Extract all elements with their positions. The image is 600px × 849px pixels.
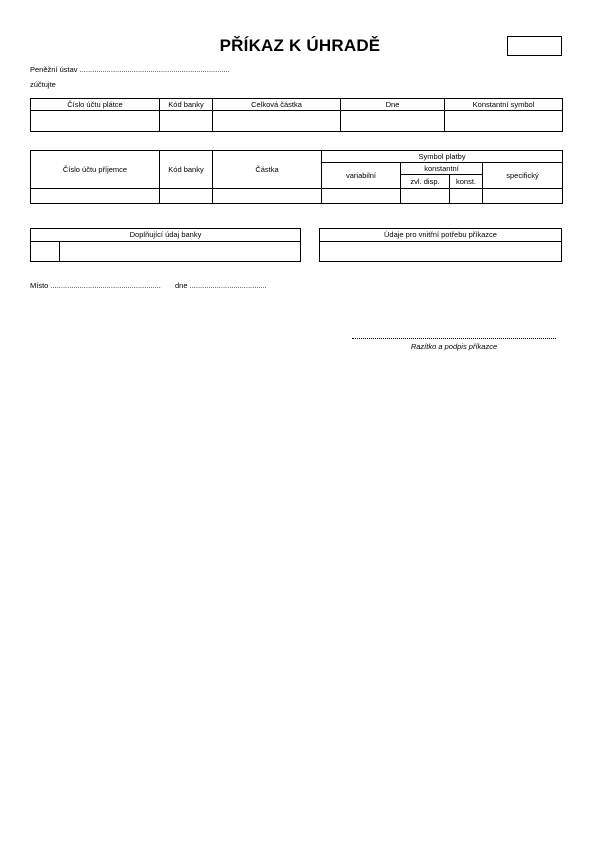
payer-account-header: Číslo účtu plátce: [31, 99, 160, 111]
signature-line[interactable]: [352, 338, 556, 339]
date-dots[interactable]: .....................................: [189, 281, 267, 290]
payer-bank-code-cell[interactable]: [160, 111, 213, 132]
bank-line: [30, 65, 230, 74]
constant-symbol-cell[interactable]: [445, 111, 563, 132]
bank-label: Peněžní ústav: [30, 65, 78, 74]
total-amount-header: Celková částka: [213, 99, 341, 111]
variable-symbol-header: variabilní: [322, 163, 401, 189]
payee-account-header: Číslo účtu příjemce: [31, 151, 160, 189]
bank-info-box: [30, 228, 301, 262]
special-disp-header: zvl. disp.: [401, 175, 450, 189]
internal-info-cell[interactable]: [320, 241, 561, 262]
constant-header: konstantní: [401, 163, 483, 175]
const-short-header: konst.: [450, 175, 483, 189]
debit-label: zúčtujte: [30, 80, 56, 89]
amount-cell[interactable]: [213, 189, 322, 204]
date-header: Dne: [341, 99, 445, 111]
signature-label: Razítko a podpis příkazce: [410, 342, 498, 351]
date-label: dne: [175, 281, 188, 290]
amount-header: Částka: [213, 151, 322, 189]
payer-account-cell[interactable]: [31, 111, 160, 132]
payee-bank-code-header: Kód banky: [160, 151, 213, 189]
special-disp-cell[interactable]: [401, 189, 450, 204]
const-cell[interactable]: [450, 189, 483, 204]
bank-info-cell[interactable]: [60, 241, 300, 262]
payer-bank-code-header: Kód banky: [160, 99, 213, 111]
document-number-box[interactable]: [507, 36, 562, 56]
specific-symbol-header: specifický: [483, 163, 563, 189]
payee-account-cell[interactable]: [31, 189, 160, 204]
payee-table: [30, 150, 563, 204]
constant-symbol-header: Konstantní symbol: [445, 99, 563, 111]
place-label: Místo: [30, 281, 49, 290]
page-title: PŘÍKAZ K ÚHRADĚ: [219, 36, 381, 55]
internal-info-label: Údaje pro vnitřní potřebu příkazce: [320, 229, 561, 242]
place-line: [30, 281, 161, 290]
bank-info-label: Doplňující údaj banky: [31, 229, 300, 242]
payment-symbol-header: Symbol platby: [322, 151, 563, 163]
date-cell[interactable]: [341, 111, 445, 132]
date-line: [175, 281, 267, 290]
place-dots[interactable]: .....................................................: [50, 281, 161, 290]
internal-info-box: [319, 228, 562, 262]
total-amount-cell[interactable]: [213, 111, 341, 132]
bank-dots[interactable]: ........................................................................: [79, 65, 230, 74]
bank-info-small-cell[interactable]: [31, 241, 60, 262]
variable-symbol-cell[interactable]: [322, 189, 401, 204]
payee-bank-code-cell[interactable]: [160, 189, 213, 204]
specific-symbol-cell[interactable]: [483, 189, 563, 204]
payer-table: [30, 98, 563, 132]
